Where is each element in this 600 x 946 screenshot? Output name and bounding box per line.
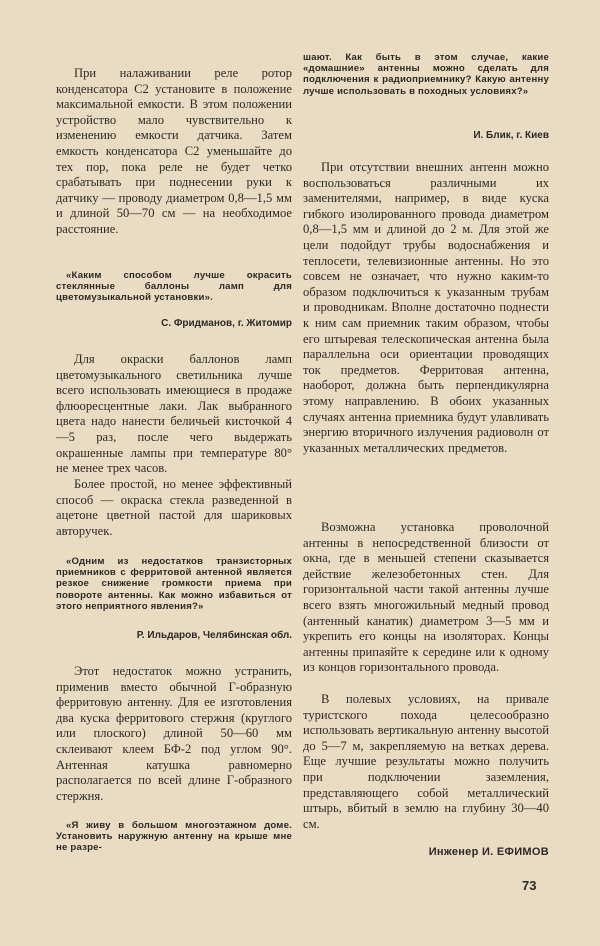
question-home-antenna-end: шают. Как быть в этом случае, какие «домашние» антенны можно сделать для подключения к радиоприемнику? Какую антенну лучше использовать в походных условиях?» — [303, 52, 549, 97]
answer-home-antenna: При отсутствии внешних антенн можно воспользоваться различными их заменителями, например, в виде куска гибкого изолированного провода диаметром 0,8—1,5 мм и длиной до 2 м. Для этой же цели подойдут трубы водоснабжения и теплосети, телевизионные антенны. Но это совсем не означает, что нужно каким-то образом подключиться к указанным трубам и проводникам. Вполне достаточно поднести к ним сам приемник таким образом, чтобы его штыревая телескопическая антенна была параллельна оси ориентации проводящих ток предметов. Ферритовая антенна, наоборот, должна быть перпендикулярна этому направлению. В обоих указанных случаях антенна приемника будут улавливать энергию вторичного излучения радиоволн от указанных металлических предметов. — [303, 160, 549, 455]
question-home-antenna-start: «Я живу в большом многоэтажном доме. Установить наружную антенну на крыше мне не разре- — [56, 820, 292, 854]
answer-lamp-painting: Для окраски баллонов ламп цветомузыкального светильника лучше всего использовать имеющиеся в продаже флюоресцентные лаки. Лак выбранного цвета надо нанести беличьей кисточкой 4—5 раз, после чего выдержать окрашенные лампы при температуре 80° не менее трех часов. — [56, 352, 292, 476]
answer-wire-antenna: Возможна установка проволочной антенны в непосредственной близости от окна, где в меньшей степени сказывается действие железобетонных стен. Для горизонтальной части такой антенны лучше всего взять многожильный медный провод (антенный канатик) диаметром 3—5 мм и укрепить его концы на изоляторах. Концы антенны припаяйте к середине или к одному из концов горизонтального провода. — [303, 520, 549, 675]
answer-field-antenna: В полевых условиях, на привале туристского похода целесообразно использовать вертикальную антенну высотой до 5—7 м, закрепляемую на ветках дерева. Еще лучшие результаты можно получить при подключении заземления, представляющего собой металлический штырь, вбитый в землю на глубину 30—40 см. — [303, 692, 549, 831]
answer-lamp-painting-alt: Более простой, но менее эффективный способ — окраска стекла разведенной в ацетоне цветной пастой для шариковых авторучек. — [56, 477, 292, 538]
signature-blik: И. Блик, г. Киев — [473, 130, 549, 141]
signature-fridmanov: С. Фридманов, г. Житомир — [161, 318, 292, 329]
question-ferrite-antenna: «Одним из недостатков транзисторных приемников с ферритовой антенной является резкое снижение громкости приема при повороте антенны. Как можно избавиться от этого неприятного явления?» — [56, 556, 292, 612]
question-lamp-painting: «Каким способом лучше окрасить стеклянные баллоны ламп для цветомузыкальной установки». — [56, 270, 292, 304]
answer-ferrite-antenna: Этот недостаток можно устранить, применив вместо обычной Г-образную ферритовую антенну. Для ее изготовления два куска ферритового стержня (круглого или плоского) длиной 50—60 мм склеивают клеем БФ-2 под углом 90°. Антенная катушка равномерно располагается по всей длине Г-образного стержня. — [56, 664, 292, 803]
answer-relay-setup: При налаживании реле ротор конденсатора С2 установите в положение максимальной емкости. В этом положении устройство мало чувствительно к изменению емкости датчика. Затем емкость конденсатора С2 уменьшайте до тех пор, пока реле не будет четко срабатывать при поднесении руки к датчику — проводу диаметром 0,8—1,5 мм и длиной 50—70 см — на необходимое расстояние. — [56, 66, 292, 236]
signature-ildarov: Р. Ильдаров, Челябинская обл. — [136, 630, 292, 641]
page-number: 73 — [522, 878, 537, 893]
article-author: Инженер И. ЕФИМОВ — [428, 846, 549, 858]
